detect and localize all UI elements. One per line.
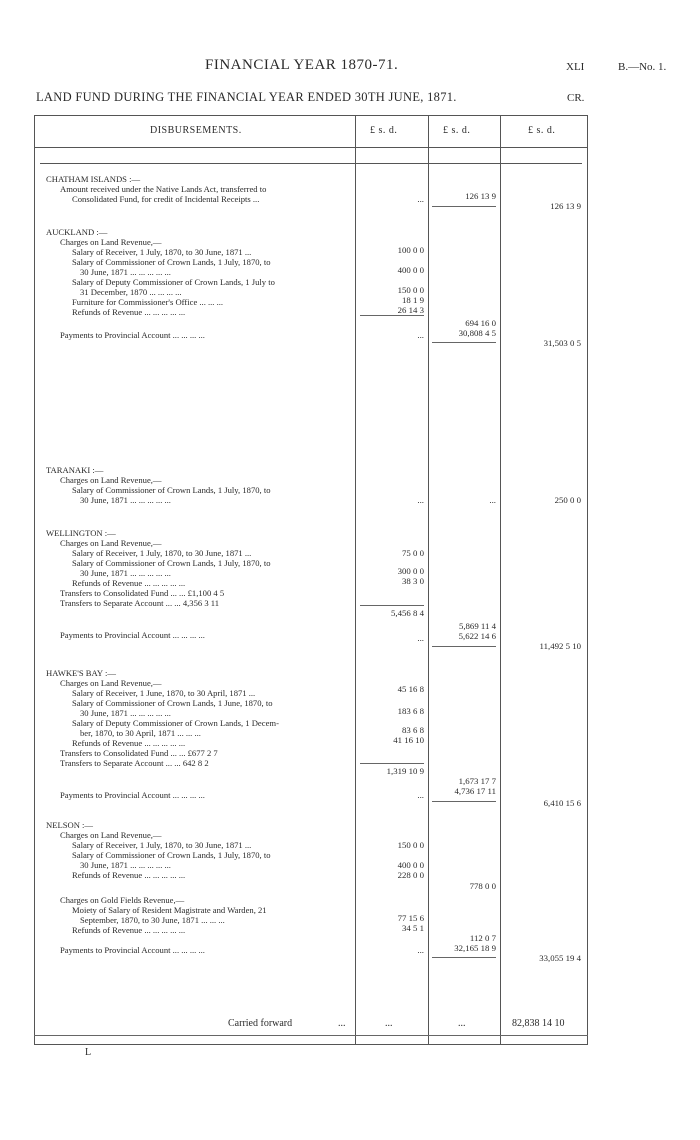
line-item-text: Transfers to Separate Account ... ... 4,356 3 11: [60, 598, 220, 608]
line-item-text: Charges on Land Revenue,—: [60, 475, 162, 485]
section-heading: TARANAKI :—: [46, 465, 104, 475]
subtotal-rule: [432, 342, 496, 343]
amount-c1: 18 1 9: [402, 295, 424, 305]
line-item-text: Salary of Deputy Commissioner of Crown Lands, 1 Decem-: [72, 718, 279, 728]
section-heading: CHATHAM ISLANDS :—: [46, 174, 141, 184]
line-item-text: Charges on Land Revenue,—: [60, 678, 162, 688]
subtotal-rule: [432, 957, 496, 958]
amount-c3: 126 13 9: [550, 201, 581, 211]
line-item-text: 31 December, 1870 ... ... ... ...: [80, 287, 182, 297]
line-item-text: Salary of Deputy Commissioner of Crown Lands, 1 July to: [72, 277, 275, 287]
line-item-text: Payments to Provincial Account ... ... ... ...: [60, 330, 205, 340]
line-item-text: Refunds of Revenue ... ... ... ... ...: [72, 307, 186, 317]
document-reference: B.—No. 1.: [618, 61, 667, 73]
amount-c1: 34 5 1: [402, 923, 424, 933]
line-item-text: Moiety of Salary of Resident Magistrate and Warden, 21: [72, 905, 267, 915]
line-item-text: Salary of Commissioner of Crown Lands, 1 July, 1870, to: [72, 257, 271, 267]
subtotal-rule: [432, 801, 496, 802]
amount-c1: 100 0 0: [397, 245, 424, 255]
line-item-text: Consolidated Fund, for credit of Incidental Receipts ...: [72, 194, 260, 204]
amount-c1: ...: [417, 194, 424, 204]
amount-c1: 183 6 8: [397, 706, 424, 716]
amount-c1: ...: [417, 330, 424, 340]
amount-c1: 75 0 0: [402, 548, 424, 558]
line-item-text: Refunds of Revenue ... ... ... ... ...: [72, 578, 186, 588]
line-item-text: Amount received under the Native Lands Act, transferred to: [60, 184, 267, 194]
amount-c1: 77 15 6: [397, 913, 424, 923]
amount-c2: 112 0 7: [469, 933, 496, 943]
amount-c1: 150 0 0: [397, 840, 424, 850]
section-heading: NELSON :—: [46, 820, 94, 830]
section-heading: HAWKE'S BAY :—: [46, 668, 116, 678]
line-item-text: Payments to Provincial Account ... ... ... ...: [60, 630, 205, 640]
amount-c1: ...: [417, 790, 424, 800]
subtotal-rule: [360, 315, 424, 316]
column-header-amount-3: £ s. d.: [528, 125, 556, 136]
carried-forward-amount-2: ...: [458, 1018, 466, 1029]
credit-label: CR.: [567, 92, 585, 104]
line-item-text: ber, 1870, to 30 April, 1871 ... ... ...: [80, 728, 201, 738]
line-item-text: Salary of Receiver, 1 July, 1870, to 30 June, 1871 ...: [72, 840, 252, 850]
amount-c1: 83 6 8: [402, 725, 424, 735]
line-item-text: 30 June, 1871 ... ... ... ... ...: [80, 708, 171, 718]
line-item-text: Salary of Receiver, 1 July, 1870, to 30 June, 1871 ...: [72, 548, 252, 558]
section-heading: AUCKLAND :—: [46, 227, 108, 237]
amount-c3: 33,055 19 4: [539, 953, 581, 963]
subtotal-rule: [432, 646, 496, 647]
subtotal-rule: [360, 763, 424, 764]
line-item-text: Charges on Land Revenue,—: [60, 830, 162, 840]
page-title: FINANCIAL YEAR 1870-71.: [205, 57, 399, 73]
amount-c1: 5,456 8 4: [391, 608, 424, 618]
amount-c2: 32,165 18 9: [454, 943, 496, 953]
line-item-text: Salary of Receiver, 1 July, 1870, to 30 June, 1871 ...: [72, 247, 252, 257]
amount-c1: 1,319 10 9: [386, 766, 424, 776]
carried-forward-total: 82,838 14 10: [512, 1018, 565, 1029]
carried-forward-amount-1: ...: [385, 1018, 393, 1029]
column-divider: [428, 115, 429, 1045]
column-header-description: DISBURSEMENTS.: [150, 125, 242, 136]
carried-forward-dots: ...: [338, 1018, 346, 1029]
section-heading: WELLINGTON :—: [46, 528, 116, 538]
amount-c2: 126 13 9: [465, 191, 496, 201]
amount-c2: 30,808 4 5: [458, 328, 496, 338]
line-item-text: Salary of Receiver, 1 June, 1870, to 30 April, 1871 ...: [72, 688, 256, 698]
line-item-text: Charges on Gold Fields Revenue,—: [60, 895, 185, 905]
amount-c2: 1,673 17 7: [458, 776, 496, 786]
amount-c1: ...: [417, 633, 424, 643]
column-divider: [500, 115, 501, 1045]
line-item-text: 30 June, 1871 ... ... ... ... ...: [80, 495, 171, 505]
amount-c2: ...: [489, 495, 496, 505]
amount-c1: 150 0 0: [397, 285, 424, 295]
amount-c3: 11,492 5 10: [539, 641, 581, 651]
line-item-text: 30 June, 1871 ... ... ... ... ...: [80, 267, 171, 277]
line-item-text: Furniture for Commissioner's Office ... ... ...: [72, 297, 224, 307]
line-item-text: Transfers to Consolidated Fund ... ... £677 2 7: [60, 748, 218, 758]
amount-c2: 694 16 0: [465, 318, 496, 328]
amount-c1: 45 16 8: [397, 684, 424, 694]
line-item-text: Payments to Provincial Account ... ... ... ...: [60, 945, 205, 955]
amount-c1: 26 14 3: [397, 305, 424, 315]
line-item-text: Salary of Commissioner of Crown Lands, 1 July, 1870, to: [72, 558, 271, 568]
amount-c3: 6,410 15 6: [543, 798, 581, 808]
line-item-text: Refunds of Revenue ... ... ... ... ...: [72, 738, 186, 748]
line-item-text: Payments to Provincial Account ... ... ... ...: [60, 790, 205, 800]
column-header-amount-1: £ s. d.: [370, 125, 398, 136]
line-item-text: Charges on Land Revenue,—: [60, 237, 162, 247]
line-item-text: Transfers to Separate Account ... ... 642 8 2: [60, 758, 209, 768]
signature-mark: L: [85, 1047, 92, 1058]
subtotal-rule: [432, 206, 496, 207]
table-bottom-rule: [34, 1035, 588, 1036]
line-item-text: Transfers to Consolidated Fund ... ... £1,100 4 5: [60, 588, 225, 598]
amount-c1: 400 0 0: [397, 860, 424, 870]
amount-c2: 5,869 11 4: [458, 621, 496, 631]
amount-c1: 400 0 0: [397, 265, 424, 275]
line-item-text: Salary of Commissioner of Crown Lands, 1 July, 1870, to: [72, 485, 271, 495]
column-header-amount-2: £ s. d.: [443, 125, 471, 136]
amount-c1: 228 0 0: [397, 870, 424, 880]
amount-c1: 300 0 0: [397, 566, 424, 576]
amount-c1: ...: [417, 495, 424, 505]
header-divider: [34, 147, 588, 148]
amount-c1: ...: [417, 945, 424, 955]
line-item-text: Charges on Land Revenue,—: [60, 538, 162, 548]
page-reference: XLI: [566, 61, 585, 73]
amount-c1: 38 3 0: [402, 576, 424, 586]
amount-c2: 4,736 17 11: [454, 786, 496, 796]
column-divider: [355, 115, 356, 1045]
line-item-text: Salary of Commissioner of Crown Lands, 1 July, 1870, to: [72, 850, 271, 860]
line-item-text: Refunds of Revenue ... ... ... ... ...: [72, 925, 186, 935]
amount-c2: 778 0 0: [469, 881, 496, 891]
line-item-text: Refunds of Revenue ... ... ... ... ...: [72, 870, 186, 880]
carried-forward-label: Carried forward: [228, 1018, 293, 1029]
amount-c2: 5,622 14 6: [458, 631, 496, 641]
line-item-text: September, 1870, to 30 June, 1871 ... ... ...: [80, 915, 225, 925]
amount-c1: 41 16 10: [393, 735, 424, 745]
amount-c3: 31,503 0 5: [543, 338, 581, 348]
line-item-text: 30 June, 1871 ... ... ... ... ...: [80, 860, 171, 870]
subtotal-rule: [360, 605, 424, 606]
line-item-text: 30 June, 1871 ... ... ... ... ...: [80, 568, 171, 578]
line-item-text: Salary of Commissioner of Crown Lands, 1 June, 1870, to: [72, 698, 273, 708]
table-title: LAND FUND DURING THE FINANCIAL YEAR ENDED 30TH JUNE, 1871.: [36, 90, 457, 104]
header-divider: [40, 163, 582, 164]
amount-c3: 250 0 0: [554, 495, 581, 505]
